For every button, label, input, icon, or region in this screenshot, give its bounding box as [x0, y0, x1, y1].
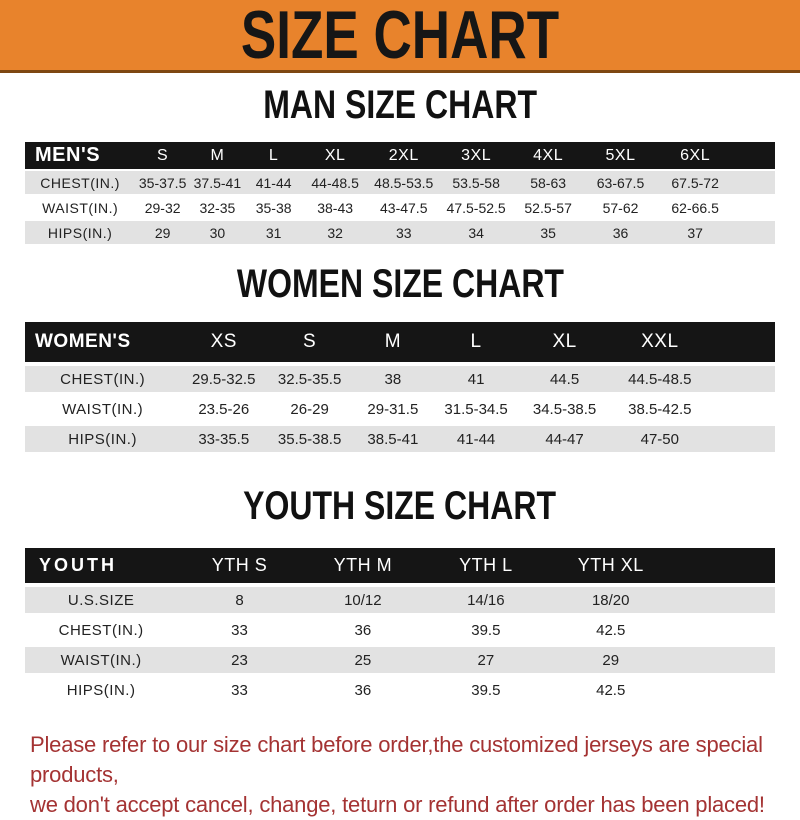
men-column-header: 2XL — [368, 142, 440, 169]
spacer-cell — [733, 196, 775, 219]
table-cell: 33 — [177, 677, 302, 703]
spacer-cell — [709, 426, 775, 452]
men-column-header: S — [135, 142, 190, 169]
table-cell: 30 — [190, 221, 245, 244]
men-column-header: M — [190, 142, 245, 169]
women-column-header: XS — [180, 322, 267, 362]
table-cell: 27 — [424, 647, 548, 673]
spacer-cell — [709, 396, 775, 422]
table-cell: 34.5-38.5 — [518, 396, 610, 422]
men-section-heading-text: MAN SIZE CHART — [263, 83, 537, 127]
row-label: HIPS(IN.) — [25, 221, 135, 244]
youth-size-table — [25, 544, 775, 707]
men-column-header: 5XL — [584, 142, 658, 169]
table-cell: 36 — [302, 617, 424, 643]
table-cell: 41-44 — [434, 426, 519, 452]
table-cell: 29-31.5 — [352, 396, 434, 422]
table-cell: 41 — [434, 366, 519, 392]
women-hips-row — [25, 426, 775, 452]
row-label: HIPS(IN.) — [25, 426, 180, 452]
banner — [0, 0, 800, 73]
youth-column-header: YTH S — [177, 548, 302, 583]
table-cell: 32 — [303, 221, 368, 244]
row-label: CHEST(IN.) — [25, 617, 177, 643]
table-cell: 42.5 — [548, 617, 674, 643]
table-cell: 48.5-53.5 — [368, 171, 440, 194]
row-label: U.S.SIZE — [25, 587, 177, 613]
footer-note-line2: we don't accept cancel, change, teturn or refund after order has been placed! — [30, 792, 765, 817]
table-cell: 44-47 — [518, 426, 610, 452]
spacer-cell — [674, 677, 775, 703]
women-chest-row — [25, 366, 775, 392]
footer-note — [0, 730, 800, 820]
women-section-heading-text: WOMEN SIZE CHART — [236, 262, 564, 306]
men-section-heading — [0, 83, 800, 127]
table-cell: 26-29 — [267, 396, 352, 422]
row-label: WAIST(IN.) — [25, 196, 135, 219]
women-corner-label: WOMEN'S — [25, 322, 180, 362]
table-cell: 37.5-41 — [190, 171, 245, 194]
table-cell: 33 — [368, 221, 440, 244]
youth-header-row — [25, 548, 775, 583]
table-cell: 32-35 — [190, 196, 245, 219]
row-label: CHEST(IN.) — [25, 366, 180, 392]
table-cell: 23 — [177, 647, 302, 673]
table-cell: 36 — [302, 677, 424, 703]
table-cell: 47-50 — [611, 426, 709, 452]
table-cell: 38.5-41 — [352, 426, 434, 452]
table-cell: 23.5-26 — [180, 396, 267, 422]
table-cell: 53.5-58 — [440, 171, 513, 194]
youth-section-heading — [0, 484, 800, 528]
spacer-cell — [674, 647, 775, 673]
table-cell: 38 — [352, 366, 434, 392]
table-cell: 58-63 — [513, 171, 584, 194]
table-cell: 14/16 — [424, 587, 548, 613]
youth-section-heading-text: YOUTH SIZE CHART — [243, 484, 557, 528]
table-cell: 39.5 — [424, 617, 548, 643]
table-cell: 18/20 — [548, 587, 674, 613]
table-cell: 67.5-72 — [657, 171, 733, 194]
banner-title: SIZE CHART — [240, 0, 560, 73]
table-cell: 43-47.5 — [368, 196, 440, 219]
men-corner-label: MEN'S — [25, 142, 135, 169]
table-cell: 33 — [177, 617, 302, 643]
spacer-cell — [733, 221, 775, 244]
spacer-cell — [674, 587, 775, 613]
youth-chest-row — [25, 617, 775, 643]
women-section-heading — [0, 262, 800, 306]
men-hips-row — [25, 221, 775, 244]
table-cell: 29 — [548, 647, 674, 673]
men-chest-row — [25, 171, 775, 194]
men-header-row — [25, 142, 775, 169]
row-label: HIPS(IN.) — [25, 677, 177, 703]
men-column-header: XL — [303, 142, 368, 169]
table-cell: 44.5 — [518, 366, 610, 392]
table-cell: 42.5 — [548, 677, 674, 703]
table-cell: 25 — [302, 647, 424, 673]
men-size-table — [25, 140, 775, 246]
footer-note-line1: Please refer to our size chart before order,the customized jerseys are special products, — [30, 732, 763, 787]
table-cell: 44-48.5 — [303, 171, 368, 194]
table-cell: 57-62 — [584, 196, 658, 219]
women-header-row — [25, 322, 775, 362]
table-cell: 29-32 — [135, 196, 190, 219]
women-column-header: M — [352, 322, 434, 362]
table-cell: 41-44 — [245, 171, 303, 194]
table-cell: 35-37.5 — [135, 171, 190, 194]
table-cell: 47.5-52.5 — [440, 196, 513, 219]
table-cell: 35 — [513, 221, 584, 244]
youth-column-header: YTH L — [424, 548, 548, 583]
youth-waist-row — [25, 647, 775, 673]
men-column-header: 6XL — [657, 142, 733, 169]
table-cell: 31.5-34.5 — [434, 396, 519, 422]
men-column-header: 4XL — [513, 142, 584, 169]
youth-corner-label: YOUTH — [25, 548, 177, 583]
women-column-header: S — [267, 322, 352, 362]
table-cell: 39.5 — [424, 677, 548, 703]
table-cell: 33-35.5 — [180, 426, 267, 452]
table-cell: 10/12 — [302, 587, 424, 613]
spacer-cell — [733, 142, 775, 169]
women-column-header: XXL — [611, 322, 709, 362]
women-size-table — [25, 318, 775, 456]
table-cell: 29.5-32.5 — [180, 366, 267, 392]
table-cell: 37 — [657, 221, 733, 244]
table-cell: 63-67.5 — [584, 171, 658, 194]
row-label: WAIST(IN.) — [25, 396, 180, 422]
women-column-header: L — [434, 322, 519, 362]
table-cell: 34 — [440, 221, 513, 244]
spacer-cell — [674, 617, 775, 643]
men-column-header: 3XL — [440, 142, 513, 169]
row-label: CHEST(IN.) — [25, 171, 135, 194]
table-cell: 8 — [177, 587, 302, 613]
men-waist-row — [25, 196, 775, 219]
women-waist-row — [25, 396, 775, 422]
table-cell: 36 — [584, 221, 658, 244]
table-cell: 62-66.5 — [657, 196, 733, 219]
table-cell: 31 — [245, 221, 303, 244]
table-cell: 35-38 — [245, 196, 303, 219]
table-cell: 32.5-35.5 — [267, 366, 352, 392]
table-cell: 38-43 — [303, 196, 368, 219]
spacer-cell — [709, 322, 775, 362]
youth-ussize-row — [25, 587, 775, 613]
spacer-cell — [674, 548, 775, 583]
youth-column-header: YTH M — [302, 548, 424, 583]
youth-hips-row — [25, 677, 775, 703]
table-cell: 29 — [135, 221, 190, 244]
women-column-header: XL — [518, 322, 610, 362]
table-cell: 38.5-42.5 — [611, 396, 709, 422]
table-cell: 52.5-57 — [513, 196, 584, 219]
spacer-cell — [709, 366, 775, 392]
youth-column-header: YTH XL — [548, 548, 674, 583]
table-cell: 44.5-48.5 — [611, 366, 709, 392]
spacer-cell — [733, 171, 775, 194]
men-column-header: L — [245, 142, 303, 169]
table-cell: 35.5-38.5 — [267, 426, 352, 452]
row-label: WAIST(IN.) — [25, 647, 177, 673]
